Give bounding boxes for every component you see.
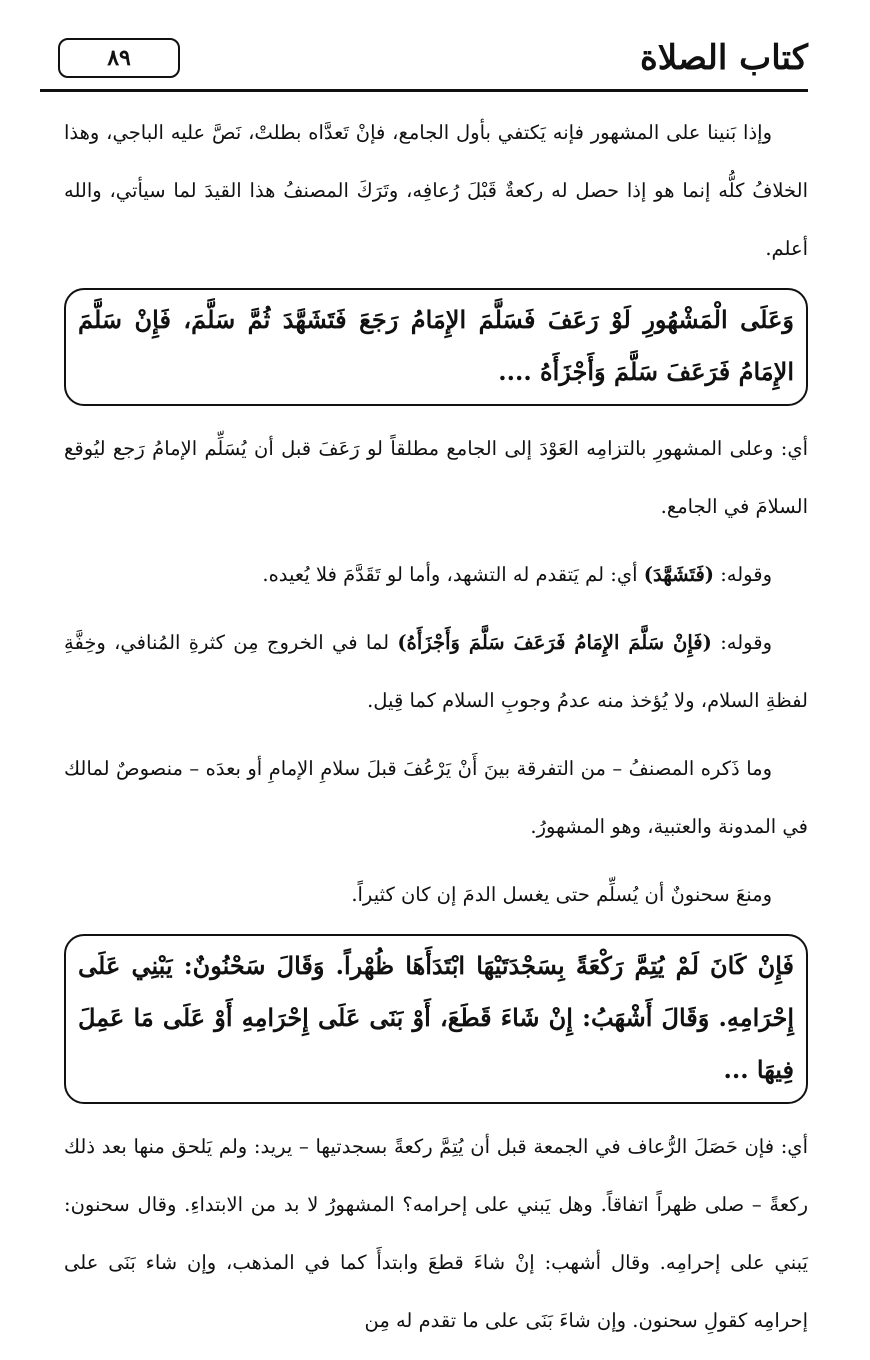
commentary-paragraph-5: وما ذَكره المصنفُ – من التفرقة بينَ أَنْ يَرْعُفَ قبلَ سلامِ الإمامِ أو بعدَه – منصوصٌ لمالك في المدونة والعتبية، وهو المشهورُ. (64, 757, 808, 838)
commentary-paragraph-2: أي: وعلى المشهورِ بالتزامِه العَوْدَ إلى الجامع مطلقاً لو رَعَفَ قبل أن يُسَلِّم الإمامُ رَجع ليُوقع السلامَ في الجامع. (64, 437, 809, 518)
page-number-box (58, 38, 180, 78)
page-header (40, 30, 808, 92)
commentary-paragraph-7: أي: فإن حَصَلَ الرُّعاف في الجمعة قبل أن يُتِمَّ ركعةً بسجدتيها – يريد: ولم يَلحق منها بعد ذلك ركعةً – صلى ظهراً اتفاقاً. وهل يَبني على إحرامه؟ المشهورُ لا بد من الابتداءِ. وقال سحنون: يَبني على إحرامِه. وقال أشهب: إنْ شاءَ قطعَ وابتدأَ كما في المذهب، وإن شاء بَنَى على إحرامِه كقولِ سحنون. وإن شاءَ بَنَى على ما تقدم له مِن (64, 1135, 808, 1332)
quote-explanation: لما في الخروج مِن كثرةِ المُنافي، وخِفَّةِ لفظةِ السلام، ولا يُؤخذ منه عدمُ وجوبِ السلام كما قِيل. (64, 631, 808, 712)
commentary-paragraph-4 (64, 614, 808, 730)
matn-text-1: وَعَلَى الْمَشْهُورِ لَوْ رَعَفَ فَسَلَّمَ الإِمَامُ رَجَعَ فَتَشَهَّدَ ثُمَّ سَلَّمَ، فَإِنْ سَلَّمَ الإِمَامُ فَرَعَفَ سَلَّمَ وَأَجْزَأَهُ .... (78, 305, 794, 386)
matn-quote: (فَتَشَهَّدَ) (643, 563, 715, 586)
matn-box-2 (64, 934, 808, 1104)
commentary-paragraph-1: وإذا بَنينا على المشهور فإنه يَكتفي بأول الجامع، فإنْ تَعدَّاه بطلتْ، نَصَّ عليه الباجي، وهذا الخلافُ كلُّه إنما هو إذا حصل له ركعةٌ قَبْلَ رُعافِه، وتَرَكَ المصنفُ هذا القيدَ لما سيأتي، والله أعلم. (64, 121, 808, 260)
quote-lead: وقوله: (714, 563, 772, 586)
matn-text-2: فَإِنْ كَانَ لَمْ يُتِمَّ رَكْعَةً بِسَجْدَتَيْهَا ابْتَدَأَهَا ظُهْراً. وَقَالَ سَحْنُونٌ: يَبْنِي عَلَى إِحْرَامِهِ. وَقَالَ أَشْهَبُ: إِنْ شَاءَ قَطَعَ، أَوْ بَنَى عَلَى إِحْرَامِهِ أَوْ عَلَى مَا عَمِلَ فِيهَا ... (78, 951, 794, 1084)
quote-lead: وقوله: (711, 631, 772, 654)
book-title: كتاب الصلاة (639, 38, 808, 78)
commentary-paragraph-6: ومنعَ سحنونٌ أن يُسلِّم حتى يغسل الدمَ إن كان كثيراً. (351, 883, 772, 906)
matn-quote: (فَإِنْ سَلَّمَ الإِمَامُ فَرَعَفَ سَلَّمَ وَأَجْزَأَهُ) (397, 631, 712, 654)
header-rule (40, 89, 808, 92)
page-number: ٨٩ (107, 45, 131, 71)
quote-explanation: أي: لم يَتقدم له التشهد، وأما لو تَقَدَّمَ فلا يُعيده. (262, 563, 644, 586)
page-body (64, 104, 808, 1360)
matn-box-1 (64, 288, 808, 406)
commentary-paragraph-3 (64, 546, 808, 604)
